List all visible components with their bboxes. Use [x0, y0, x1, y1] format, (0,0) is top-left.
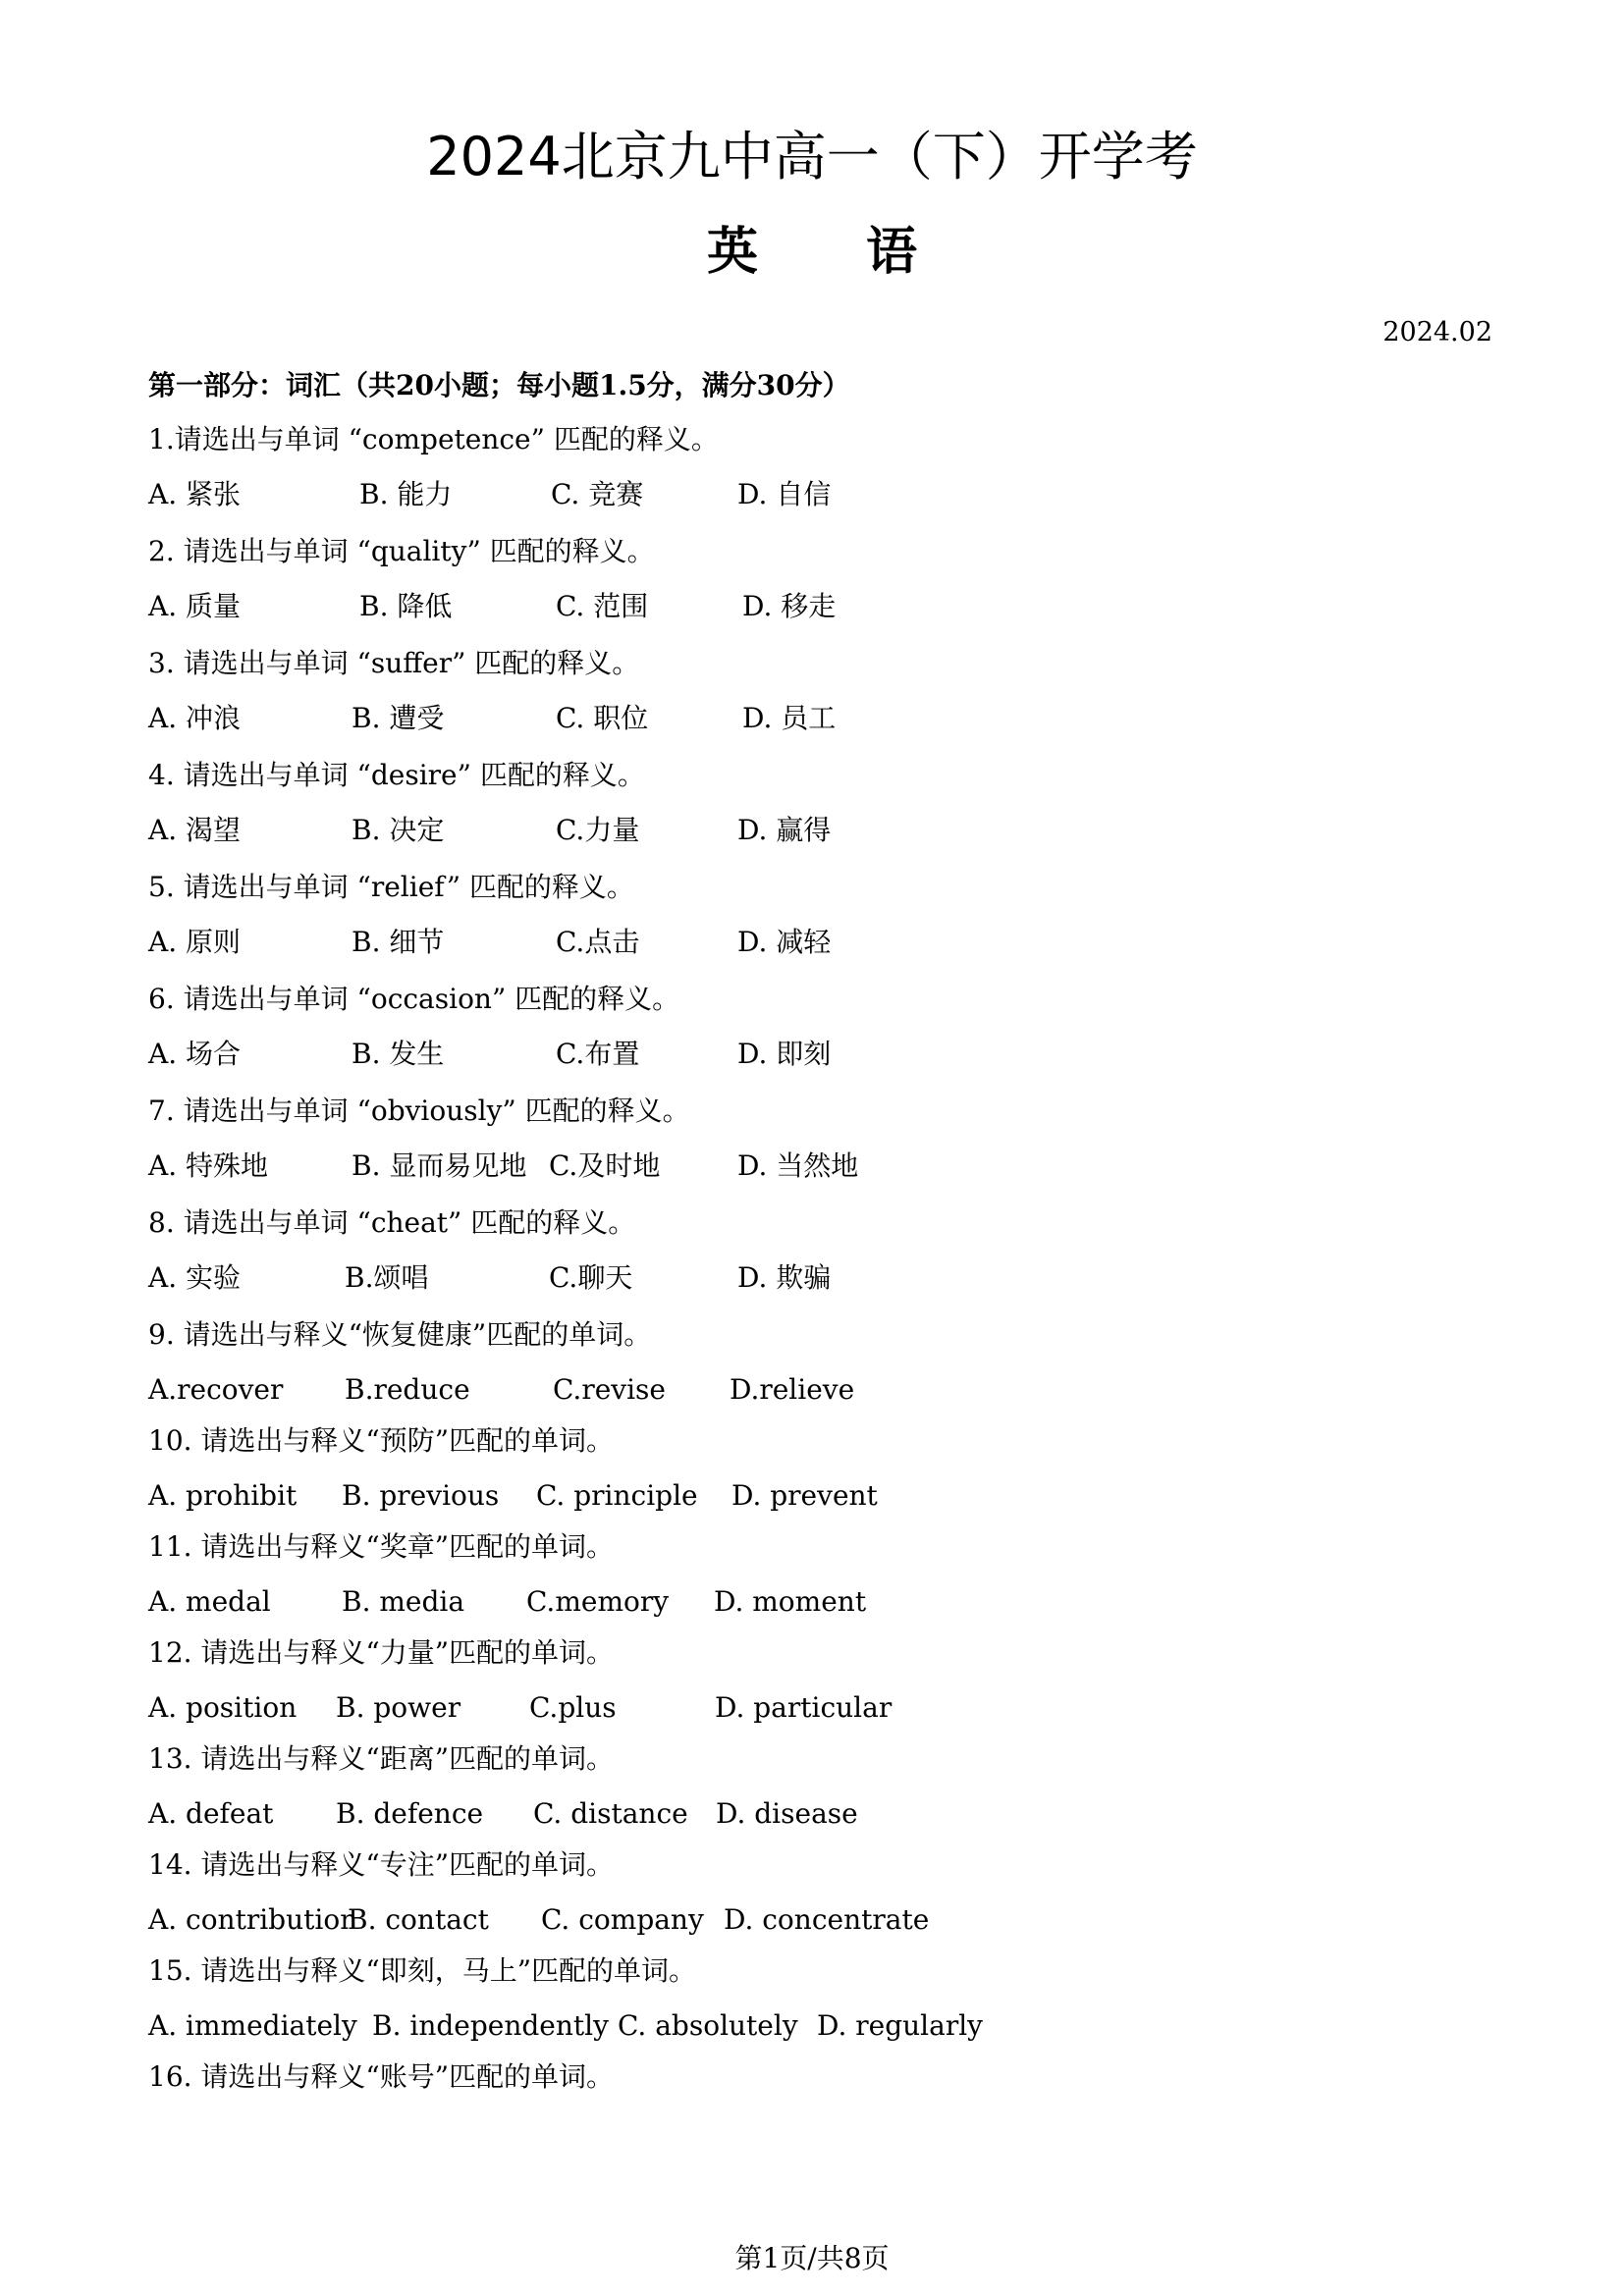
option-a: A. 原则 [148, 926, 242, 958]
option-b: B. power [336, 1691, 461, 1724]
option-b: B. previous [342, 1479, 500, 1512]
option-b: B. 降低 [359, 590, 453, 622]
option-row [148, 1796, 1425, 1845]
option-a: A. 实验 [148, 1261, 242, 1294]
option-a: A. prohibit [148, 1479, 298, 1512]
option-a: A. immediately [148, 2009, 357, 2042]
exam-date: 2024.02 [1382, 317, 1492, 347]
option-d: D.relieve [730, 1373, 855, 1406]
question [148, 534, 1425, 646]
option-a: A. medal [148, 1585, 271, 1618]
option-row [148, 589, 1425, 638]
question [148, 758, 1425, 870]
option-b: B. 能力 [359, 478, 453, 510]
option-a: A. 质量 [148, 590, 242, 622]
question-stem: 7. 请选出与单词 “obviously” 匹配的释义。 [148, 1095, 690, 1127]
option-row [148, 1372, 1425, 1421]
question [148, 1635, 1425, 1741]
option-a: A. 特殊地 [148, 1149, 269, 1182]
question-stem: 13. 请选出与释义“距离”匹配的单词。 [148, 1742, 615, 1775]
question-stem: 3. 请选出与单词 “suffer” 匹配的释义。 [148, 647, 640, 679]
question [148, 422, 1425, 534]
option-b: B. contact [348, 1903, 489, 1936]
option-d: D. 即刻 [737, 1038, 832, 1070]
option-c: C. 职位 [556, 702, 649, 734]
option-c: C. absolutely [618, 2009, 798, 2042]
option-d: D. 员工 [742, 702, 837, 734]
option-row [148, 1037, 1425, 1086]
option-row [148, 925, 1425, 974]
option-a: A. 紧张 [148, 478, 242, 510]
option-a: A. 渴望 [148, 814, 242, 846]
question-list [148, 422, 1425, 2171]
option-row [148, 1260, 1425, 1309]
question-stem: 16. 请选出与释义“账号”匹配的单词。 [148, 2060, 615, 2093]
option-b: B.颂唱 [345, 1261, 429, 1294]
question [148, 1847, 1425, 1953]
option-c: C. distance [533, 1797, 688, 1830]
question-stem: 5. 请选出与单词 “relief” 匹配的释义。 [148, 871, 634, 903]
option-row [148, 477, 1425, 526]
question [148, 1953, 1425, 2059]
option-c: C.点击 [556, 926, 640, 958]
question [148, 870, 1425, 982]
question-stem: 8. 请选出与单词 “cheat” 匹配的释义。 [148, 1206, 636, 1239]
question [148, 2059, 1425, 2171]
question [148, 1205, 1425, 1317]
option-b: B. media [342, 1585, 465, 1618]
section-heading: 第一部分：词汇（共20小题；每小题1.5分，满分30分） [148, 369, 850, 401]
question-stem: 14. 请选出与释义“专注”匹配的单词。 [148, 1848, 615, 1881]
question-stem: 10. 请选出与释义“预防”匹配的单词。 [148, 1424, 615, 1457]
option-row [148, 813, 1425, 862]
option-row [148, 1148, 1425, 1198]
question [148, 1317, 1425, 1423]
option-a: A. 冲浪 [148, 702, 242, 734]
option-d: D. 移走 [742, 590, 837, 622]
option-a: A. position [148, 1691, 298, 1724]
option-d: D. regularly [817, 2009, 983, 2042]
question-stem: 15. 请选出与释义“即刻，马上”匹配的单词。 [148, 1954, 697, 1987]
option-b: B. defence [336, 1797, 484, 1830]
option-row [148, 1478, 1425, 1527]
option-b: B. independently [372, 2009, 609, 2042]
option-c: C.聊天 [549, 1261, 633, 1294]
option-row [148, 701, 1425, 750]
option-c: C.布置 [556, 1038, 640, 1070]
option-row [148, 1902, 1425, 1951]
option-d: D. 当然地 [737, 1149, 859, 1182]
option-a: A.recover [148, 1373, 284, 1406]
question [148, 1094, 1425, 1205]
option-b: B. 遭受 [352, 702, 445, 734]
question [148, 1529, 1425, 1635]
option-d: D. 欺骗 [737, 1261, 832, 1294]
option-a: A. defeat [148, 1797, 274, 1830]
question-stem: 11. 请选出与释义“奖章”匹配的单词。 [148, 1530, 615, 1563]
option-d: D. 自信 [737, 478, 832, 510]
exam-title: 2024北京九中高一（下）开学考 [426, 126, 1198, 187]
question-stem: 2. 请选出与单词 “quality” 匹配的释义。 [148, 535, 655, 567]
option-d: D. 减轻 [737, 926, 832, 958]
option-d: D. concentrate [724, 1903, 930, 1936]
option-c: C.力量 [556, 814, 640, 846]
option-row [148, 1584, 1425, 1633]
option-row [148, 1690, 1425, 1739]
option-d: D. particular [715, 1691, 893, 1724]
option-d: D. prevent [731, 1479, 878, 1512]
option-a: A. 场合 [148, 1038, 242, 1070]
option-c: C.revise [553, 1373, 666, 1406]
question [148, 982, 1425, 1094]
option-a: A. contribution [148, 1903, 358, 1936]
question-stem: 9. 请选出与释义“恢复健康”匹配的单词。 [148, 1318, 652, 1351]
option-c: C.memory [526, 1585, 670, 1618]
question-stem: 4. 请选出与单词 “desire” 匹配的释义。 [148, 759, 645, 791]
question-stem: 1.请选出与单词 “competence” 匹配的释义。 [148, 423, 719, 455]
subject-title: 英语 [706, 223, 1025, 282]
question [148, 1741, 1425, 1847]
option-d: D. moment [714, 1585, 867, 1618]
option-c: C.及时地 [549, 1149, 661, 1182]
option-c: C. 竞赛 [551, 478, 644, 510]
option-row [148, 2008, 1425, 2057]
option-c: C.plus [529, 1691, 617, 1724]
option-b: B. 决定 [352, 814, 445, 846]
option-b: B. 细节 [352, 926, 445, 958]
option-b: B. 发生 [352, 1038, 445, 1070]
question [148, 1423, 1425, 1529]
option-c: C. principle [536, 1479, 698, 1512]
option-d: D. disease [716, 1797, 858, 1830]
option-b: B.reduce [345, 1373, 470, 1406]
question-stem: 6. 请选出与单词 “occasion” 匹配的释义。 [148, 983, 680, 1015]
question [148, 646, 1425, 758]
page-footer: 第1页/共8页 [734, 2242, 890, 2274]
option-c: C. company [541, 1903, 704, 1936]
option-b: B. 显而易见地 [352, 1149, 527, 1182]
option-c: C. 范围 [556, 590, 649, 622]
question-stem: 12. 请选出与释义“力量”匹配的单词。 [148, 1636, 615, 1669]
option-d: D. 赢得 [737, 814, 832, 846]
